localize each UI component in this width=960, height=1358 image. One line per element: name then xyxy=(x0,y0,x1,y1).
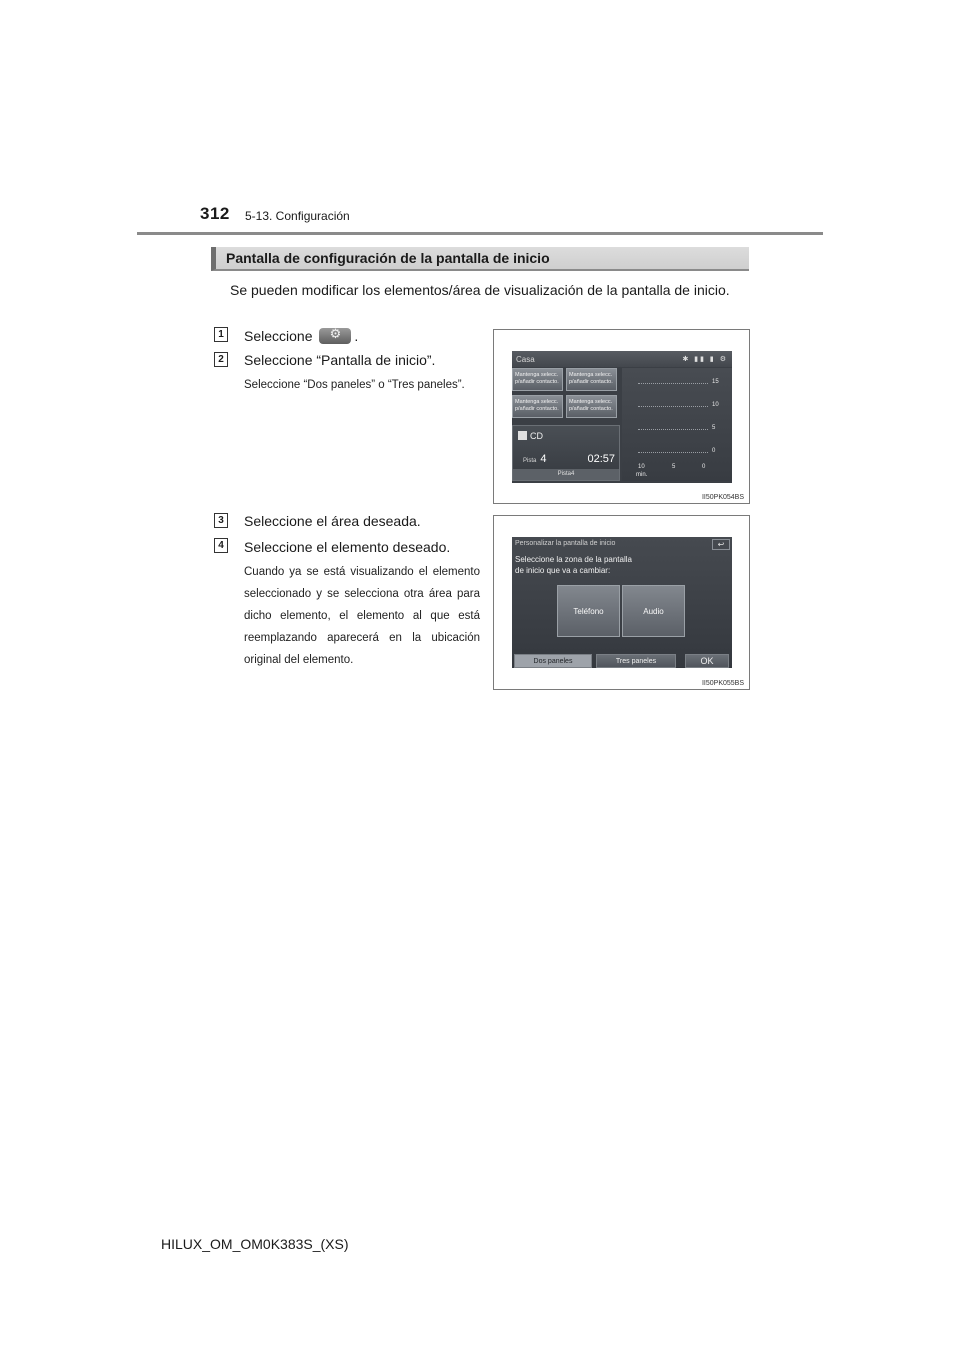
contact-tile: Mantenga selecc. p/añadir contacto. xyxy=(512,368,563,391)
step-text-3: Seleccione el área deseada. xyxy=(244,513,421,529)
track-time: 02:57 xyxy=(587,453,615,465)
figure-home-screen xyxy=(493,329,750,504)
figure-code: II50PK055BS xyxy=(701,680,744,687)
step-1-text-after: . xyxy=(354,328,359,344)
customize-instruction xyxy=(515,554,632,576)
graph-unit: min. xyxy=(636,472,648,478)
section-title: 5-13. Configuración xyxy=(245,209,350,223)
graph-gridline xyxy=(638,406,708,407)
graph-x-label: 10 xyxy=(638,464,645,470)
three-panels-button: Tres paneles xyxy=(596,654,676,668)
customize-title: Personalizar la pantalla de inicio xyxy=(515,540,616,547)
home-screen xyxy=(512,351,732,483)
track-label: Pista xyxy=(523,458,537,464)
graph-y-label: 15 xyxy=(712,379,719,385)
back-icon: ↩ xyxy=(712,539,730,550)
instruction-line-2: de inicio que va a cambiar: xyxy=(515,566,611,575)
home-screen-topbar xyxy=(512,351,732,367)
graph-gridline xyxy=(638,383,708,384)
area-audio-button: Audio xyxy=(622,585,685,637)
figure-code: II50PK054BS xyxy=(701,494,744,501)
two-panels-button: Dos paneles xyxy=(514,654,592,668)
section-heading-text: Pantalla de configuración de la pantalla de inicio xyxy=(226,250,550,266)
step-number-4: 4 xyxy=(214,538,228,553)
contact-tile: Mantenga selecc. p/añadir contacto. xyxy=(566,395,617,418)
instruction-line-1: Seleccione la zona de la pantalla xyxy=(515,555,632,564)
page-number: 312 xyxy=(200,204,230,223)
graph-x-label: 5 xyxy=(672,464,676,470)
graph-x-label: 0 xyxy=(702,464,706,470)
section-heading xyxy=(211,247,749,271)
customize-screen xyxy=(512,537,732,668)
area-phone-button: Teléfono xyxy=(557,585,620,637)
step-note-4: Cuando ya se está visualizando el elemento seleccionado y se selecciona otra área para dicho elemento, el elemento al que está reemplazando aparecerá en la ubicación original del elemento. xyxy=(244,566,480,666)
consumption-graph xyxy=(622,368,732,481)
contact-tile: Mantenga selecc. p/añadir contacto. xyxy=(512,395,563,418)
footer-doc-id: HILUX_OM_OM0K383S_(XS) xyxy=(161,1236,349,1252)
step-text-2: Seleccione “Pantalla de inicio”. xyxy=(244,352,436,368)
graph-y-label: 10 xyxy=(712,402,719,408)
home-screen-title: Casa xyxy=(516,354,535,364)
step-number-1: 1 xyxy=(214,327,228,342)
step-number-3: 3 xyxy=(214,513,228,528)
step-number-2: 2 xyxy=(214,352,228,367)
step-text-4: Seleccione el elemento deseado. xyxy=(244,539,451,555)
graph-gridline xyxy=(638,452,708,453)
graph-y-label: 0 xyxy=(712,448,716,454)
cd-label xyxy=(518,431,543,441)
header-rule xyxy=(137,232,823,235)
gear-icon xyxy=(319,328,351,344)
track-info xyxy=(523,453,546,465)
track-title-bar: Pista4 xyxy=(513,469,619,480)
cd-panel xyxy=(512,425,620,481)
disc-icon xyxy=(518,431,527,440)
graph-gridline xyxy=(638,429,708,430)
step-1-text-before: Seleccione xyxy=(244,328,313,344)
status-icons: ✱ ▮▮ ▮ ⚙ xyxy=(682,356,728,363)
intro-paragraph: Se pueden modificar los elementos/área de visualización de la pantalla de inicio. xyxy=(230,282,730,298)
step-text-1 xyxy=(244,328,358,344)
track-number: 4 xyxy=(540,453,547,465)
ok-button: OK xyxy=(685,654,729,668)
graph-y-label: 5 xyxy=(712,425,716,431)
figure-customize-screen xyxy=(493,515,750,690)
cd-label-text: CD xyxy=(530,431,543,441)
contact-tile: Mantenga selecc. p/añadir contacto. xyxy=(566,368,617,391)
step-note-2: Seleccione “Dos paneles” o “Tres paneles”. xyxy=(244,379,465,391)
